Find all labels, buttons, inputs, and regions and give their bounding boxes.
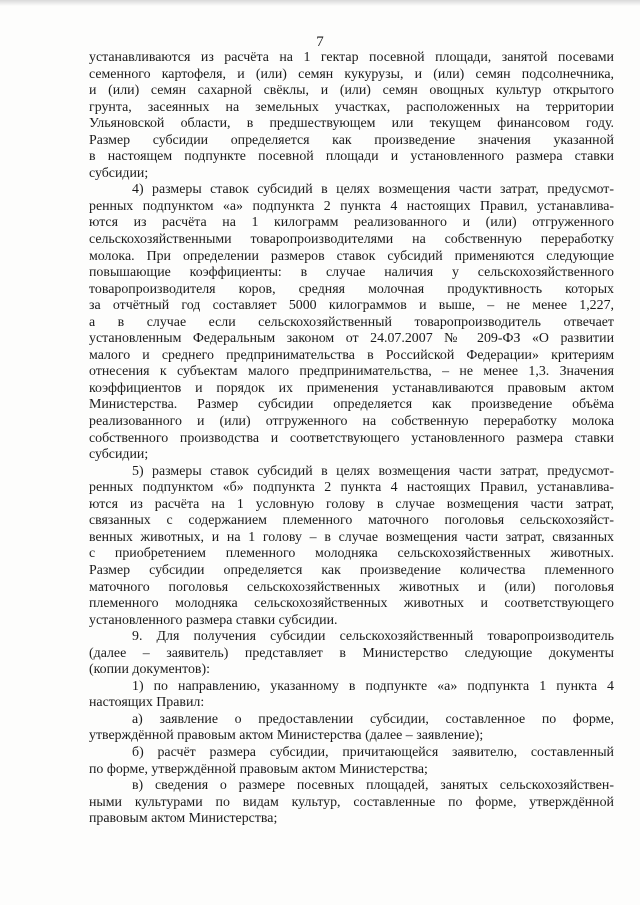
text-line: с приобретением племенного молодняка сельскохозяйственных животных. <box>89 546 614 562</box>
paragraph-p7 <box>89 778 614 828</box>
text-line: товаропроизводителя коров, средняя молочная продуктивность которых <box>89 281 614 297</box>
text-line: ренных подпунктом «б» подпункта 2 пункта 4 настоящих Правил, устанавлива- <box>89 480 614 496</box>
text-line: субсидии; <box>89 165 149 181</box>
scan-edge <box>0 0 640 6</box>
text-line: настоящих Правил: <box>89 695 205 711</box>
text-line: молока. При определении размеров ставок субсидий применяются следующие <box>89 248 614 264</box>
text-line: (далее – заявитель) представляет в Министерство следующие документы <box>89 645 614 661</box>
text-line: ются из расчёта на 1 килограмм реализованного и (или) отгруженного <box>89 215 614 231</box>
text-line: Размер субсидии определяется как произведение значения указанной <box>89 132 614 148</box>
text-line: собственного производства и соответствующего установленного размера ставки <box>89 430 614 446</box>
text-line: (копии документов): <box>89 662 210 678</box>
paragraph-p5 <box>89 712 614 745</box>
text-line: правовым актом Министерства; <box>89 811 278 827</box>
text-line: а в случае если сельскохозяйственный товаропроизводитель отвечает <box>89 314 614 330</box>
text-line: коэффициентов и порядок их применения устанавливаются правовым актом <box>89 380 614 396</box>
text-line: Размер субсидии определяется как произведение количества племенного <box>89 562 614 578</box>
text-line: и (или) семян сахарной свёклы, и (или) семян овощных культур открытого <box>89 83 614 99</box>
text-line: венных животных, и на 1 голову – в случае возмещения части затрат, связанных <box>89 529 614 545</box>
text-line: Ульяновской области, в предшествующем или текущем финансовом году. <box>89 116 614 132</box>
paragraph-p2 <box>89 464 614 629</box>
text-line: Министерства. Размер субсидии определяется как произведение объёма <box>89 397 614 413</box>
text-line: ными культурами по видам культур, составленные по форме, утверждённой <box>89 794 614 810</box>
text-line: ются из расчёта на 1 условную голову в случае возмещения части затрат, <box>89 496 614 512</box>
text-line: устанавливаются из расчёта на 1 гектар посевной площади, занятой посевами <box>89 50 614 65</box>
text-line: 5) размеры ставок субсидий в целях возмещения части затрат, предусмот- <box>132 463 614 479</box>
text-line: 1) по направлению, указанному в подпункте «а» подпункта 1 пункта 4 <box>132 678 614 694</box>
text-line: установленным Федеральным законом от 24.07.2007 № 209-ФЗ «О развитии <box>89 331 614 347</box>
text-line: грунта, засеянных на земельных участках, расположенных на территории <box>89 99 614 115</box>
text-line: отнесения к субъектам малого предпринимательства, – не менее 1,3. Значения <box>89 364 614 380</box>
paragraph-p4 <box>89 679 614 712</box>
paragraph-p1 <box>89 182 614 463</box>
text-line: в) сведения о размере посевных площадей, занятых сельскохозяйствен- <box>132 778 614 794</box>
text-line: б) расчёт размера субсидии, причитающейся заявителю, составленный <box>132 744 614 760</box>
paragraph-p6 <box>89 745 614 778</box>
document-body <box>89 50 614 828</box>
text-line: ренных подпунктом «а» подпункта 2 пункта 4 настоящих Правил, устанавлива- <box>89 198 614 214</box>
text-line: установленного размера ставки субсидии. <box>89 612 338 628</box>
page-number: 7 <box>316 34 324 50</box>
paragraph-p3 <box>89 629 614 679</box>
text-line: субсидии; <box>89 447 149 463</box>
text-line: по форме, утверждённой правовым актом Министерства; <box>89 761 428 777</box>
text-line: семенного картофеля, и (или) семян кукурузы, и (или) семян подсолнечника, <box>89 66 614 82</box>
text-line: утверждённой правовым актом Министерства (далее – заявление); <box>89 728 484 744</box>
text-line: 4) размеры ставок субсидий в целях возмещения части затрат, предусмот- <box>132 182 614 198</box>
text-line: связанных с содержанием племенного маточного поголовья сельскохозяйст- <box>89 513 614 529</box>
text-line: маточного поголовья сельскохозяйственных животных и (или) поголовья <box>89 579 614 595</box>
text-line: реализованного и (или) отгруженного на собственную переработку молока <box>89 414 614 430</box>
text-line: за отчётный год составляет 5000 килограммов и выше, – не менее 1,227, <box>89 298 614 314</box>
text-line: малого и среднего предпринимательства в Российской Федерации» критериям <box>89 347 614 363</box>
text-line: повышающие коэффициенты: в случае наличия у сельскохозяйственного <box>89 265 614 281</box>
text-line: а) заявление о предоставлении субсидии, составленное по форме, <box>132 711 614 727</box>
text-line: в настоящем подпункте посевной площади и установленного размера ставки <box>89 149 614 165</box>
text-line: племенного молодняка сельскохозяйственных животных и соответствующего <box>89 596 614 612</box>
paragraph-p0 <box>89 50 614 182</box>
text-line: сельскохозяйственными товаропроизводителями на собственную переработку <box>89 232 614 248</box>
text-line: 9. Для получения субсидии сельскохозяйственный товаропроизводитель <box>132 629 614 645</box>
